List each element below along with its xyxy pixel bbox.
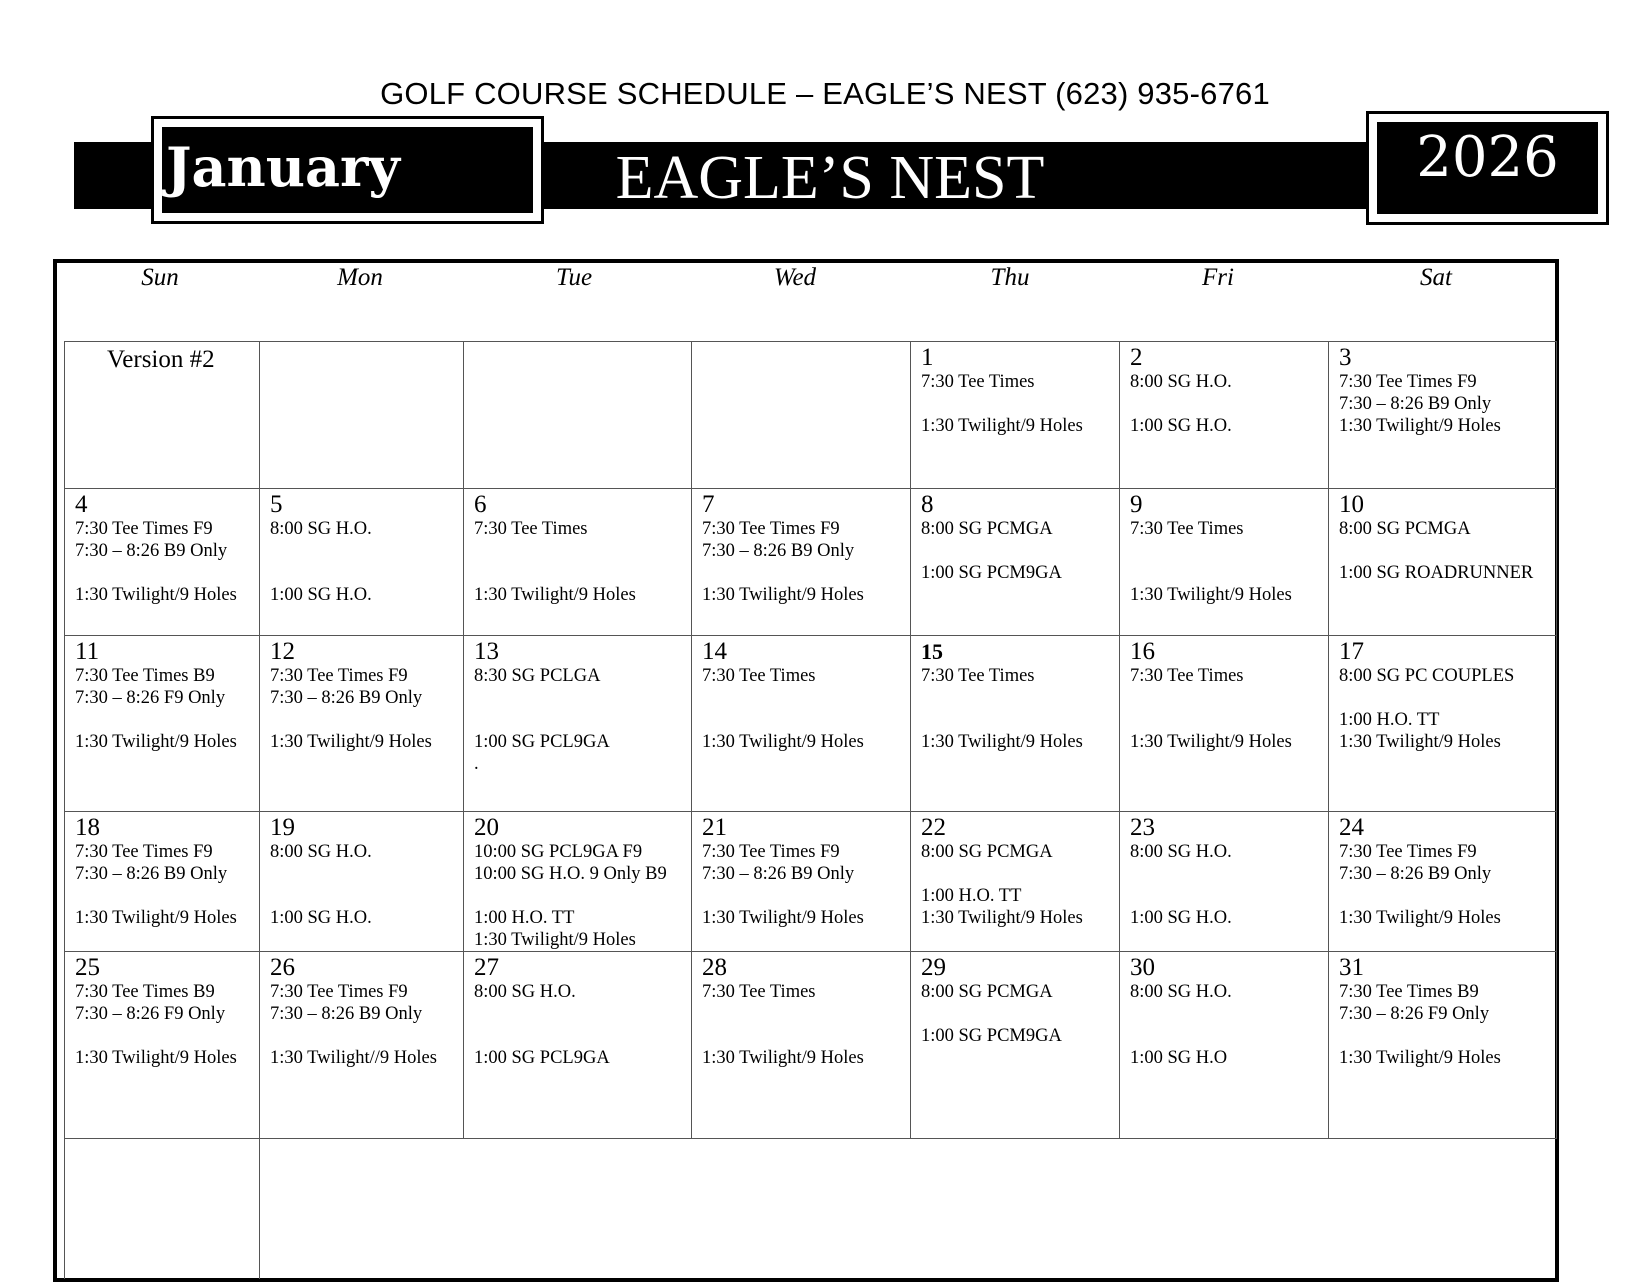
day-number: 3 [1339,344,1352,371]
event-line [1339,1025,1556,1047]
month-label: January [162,127,533,213]
calendar-empty-row [65,1139,1557,1279]
event-line: 7:30 Tee Times B9 [1339,982,1479,1002]
event-line: 1:00 SG PCL9GA [474,732,610,752]
calendar-day-cell [692,489,911,636]
event-line: . [474,754,479,774]
event-line [702,885,910,907]
event-line [270,1025,463,1047]
event-line: 7:30 – 8:26 B9 Only [270,688,423,708]
day-number: 23 [1130,814,1155,841]
calendar-week-row [65,812,1557,952]
event-line [702,687,910,709]
event-line: 8:00 SG PCMGA [1339,519,1471,539]
event-line [1130,863,1328,885]
banner-title: EAGLE’S NEST [615,144,1045,212]
event-line: 8:30 SG PCLGA [474,666,601,686]
event-line: 7:30 – 8:26 B9 Only [270,1004,423,1024]
calendar-grid [64,341,1557,1279]
weekday-thu: Thu [990,264,1030,291]
event-line: 1:30 Twilight/9 Holes [1339,1048,1501,1068]
calendar-week-row [65,342,1557,489]
event-line: 7:30 – 8:26 B9 Only [75,864,228,884]
event-line: 7:30 Tee Times [702,982,816,1002]
event-line [270,540,463,562]
event-line: 1:30 Twilight/9 Holes [702,908,864,928]
day-number: 9 [1130,491,1143,518]
event-line: 10:00 SG H.O. 9 Only B9 [474,864,667,884]
calendar-day-cell [260,952,464,1139]
calendar-day-cell [911,636,1120,812]
event-line: 1:30 Twilight/9 Holes [1339,732,1501,752]
weekday-sun: Sun [141,264,179,291]
event-line: 7:30 – 8:26 B9 Only [702,541,855,561]
weekday-sat: Sat [1420,264,1452,291]
event-line [270,562,463,584]
version-label: Version #2 [107,346,215,373]
calendar-week-row [65,489,1557,636]
event-line: 7:30 – 8:26 F9 Only [75,688,226,708]
day-number: 10 [1339,491,1364,518]
event-line: 1:00 H.O. TT [474,908,575,928]
calendar-day-cell [692,812,911,952]
event-line: 7:30 Tee Times B9 [75,982,215,1002]
day-number: 6 [474,491,487,518]
event-line: 7:30 Tee Times B9 [75,666,215,686]
day-number: 26 [270,954,295,981]
event-line [921,863,1119,885]
event-line [1130,393,1328,415]
event-line [1130,885,1328,907]
calendar-day-cell [464,342,692,489]
event-line: 1:30 Twilight/9 Holes [921,416,1083,436]
event-line: 7:30 – 8:26 F9 Only [1339,1004,1490,1024]
day-number: 1 [921,344,934,371]
event-line [1130,709,1328,731]
event-line: 1:30 Twilight/9 Holes [702,1048,864,1068]
event-line [474,1025,691,1047]
calendar-day-cell [260,489,464,636]
event-line [75,1025,259,1047]
event-line: 7:30 Tee Times [921,666,1035,686]
day-number: 11 [75,638,100,665]
event-line: 8:00 SG H.O. [1130,372,1232,392]
day-number: 16 [1130,638,1155,665]
event-line: 7:30 Tee Times [1130,666,1244,686]
calendar-day-cell [65,952,260,1139]
event-line [474,687,691,709]
event-line: 1:00 SG PCM9GA [921,1026,1062,1046]
event-line [75,562,259,584]
weekday-wed: Wed [773,264,817,291]
calendar-day-cell [1120,952,1329,1139]
event-line: 1:30 Twilight/9 Holes [921,908,1083,928]
event-line [270,885,463,907]
event-line [1130,562,1328,584]
event-line: 8:00 SG H.O. [1130,982,1232,1002]
event-line: 7:30 – 8:26 B9 Only [1339,864,1492,884]
weekday-tue: Tue [555,264,593,291]
weekday-mon: Mon [337,264,383,291]
calendar-day-cell [1329,342,1557,489]
event-line: 1:30 Twilight/9 Holes [1130,585,1292,605]
day-number: 13 [474,638,499,665]
day-number: 17 [1339,638,1364,665]
event-line: 7:30 Tee Times F9 [702,519,840,539]
month-box [151,116,544,224]
calendar-day-cell [260,636,464,812]
event-line [921,687,1119,709]
event-line: 7:30 Tee Times F9 [1339,842,1477,862]
event-line: 7:30 – 8:26 B9 Only [1339,394,1492,414]
event-line [702,562,910,584]
event-line [1130,1003,1328,1025]
calendar-day-cell [1329,489,1557,636]
event-line: 1:00 SG H.O [1130,1048,1228,1068]
event-line: 8:00 SG H.O. [474,982,576,1002]
event-line: 7:30 Tee Times F9 [75,519,213,539]
event-line [1130,540,1328,562]
event-line: 1:30 Twilight/9 Holes [474,930,636,950]
event-line: 1:00 H.O. TT [921,886,1022,906]
calendar-day-cell [65,342,260,489]
schedule-subtitle: GOLF COURSE SCHEDULE – EAGLE’S NEST (623) 935-6761 [380,76,1270,111]
event-line [474,709,691,731]
event-line: 1:00 SG H.O. [270,585,372,605]
calendar-day-cell [1120,342,1329,489]
event-line [921,1003,1119,1025]
event-line: 1:30 Twilight/9 Holes [921,732,1083,752]
calendar-day-cell [65,489,260,636]
year-label: 2026 [1377,122,1598,214]
day-number: 8 [921,491,934,518]
day-number: 2 [1130,344,1143,371]
day-number: 19 [270,814,295,841]
day-number: 28 [702,954,727,981]
weekday-fri: Fri [1202,264,1234,291]
year-box [1366,111,1609,225]
event-line: 7:30 Tee Times F9 [75,842,213,862]
day-number: 24 [1339,814,1364,841]
day-number: 21 [702,814,727,841]
event-line: 1:00 SG H.O. [1130,908,1232,928]
calendar-day-cell [260,342,464,489]
day-number: 12 [270,638,295,665]
event-line [474,562,691,584]
event-line: 7:30 Tee Times F9 [270,666,408,686]
calendar-day-cell [1329,952,1557,1139]
event-line: 1:30 Twilight/9 Holes [75,732,237,752]
event-line [270,863,463,885]
day-number: 14 [702,638,727,665]
event-line: 1:00 SG H.O. [1130,416,1232,436]
event-line: 7:30 – 8:26 B9 Only [75,541,228,561]
day-number: 22 [921,814,946,841]
calendar-day-cell [1120,489,1329,636]
event-line [75,885,259,907]
event-line: 10:00 SG PCL9GA F9 [474,842,643,862]
event-line: 7:30 Tee Times F9 [702,842,840,862]
event-line: 8:00 SG PC COUPLES [1339,666,1515,686]
event-line [1339,540,1556,562]
calendar-day-cell [1120,636,1329,812]
event-line [702,1003,910,1025]
event-line [1130,1025,1328,1047]
calendar-day-cell [464,952,692,1139]
calendar-day-cell [1329,812,1557,952]
calendar-day-cell [692,342,911,489]
calendar-day-cell [464,489,692,636]
day-number: 5 [270,491,283,518]
event-line [75,709,259,731]
event-line: 7:30 Tee Times [474,519,588,539]
event-line: 7:30 – 8:26 B9 Only [702,864,855,884]
event-line: 1:30 Twilight/9 Holes [75,908,237,928]
event-line [474,1003,691,1025]
event-line: 1:00 SG PCL9GA [474,1048,610,1068]
event-line: 8:00 SG H.O. [270,519,372,539]
calendar-day-cell [464,812,692,952]
event-line: 7:30 Tee Times F9 [270,982,408,1002]
calendar-day-cell [1120,812,1329,952]
day-number: 20 [474,814,499,841]
event-line: 1:30 Twilight/9 Holes [75,1048,237,1068]
event-line: 8:00 SG H.O. [270,842,372,862]
calendar-day-cell [911,952,1120,1139]
event-line [921,709,1119,731]
event-line [1339,885,1556,907]
empty-cell [65,1139,260,1279]
event-line: 8:00 SG PCMGA [921,842,1053,862]
calendar-day-cell [911,342,1120,489]
event-line: 1:30 Twilight/9 Holes [1339,416,1501,436]
event-line: 7:30 Tee Times [702,666,816,686]
day-number: 25 [75,954,100,981]
calendar-day-cell [911,489,1120,636]
event-line [270,709,463,731]
event-line [921,540,1119,562]
empty-cell [260,1139,1557,1279]
event-line: 8:00 SG PCMGA [921,982,1053,1002]
event-line [1339,687,1556,709]
calendar-day-cell [464,636,692,812]
event-line: 8:00 SG PCMGA [921,519,1053,539]
event-line: 7:30 – 8:26 F9 Only [75,1004,226,1024]
event-line: 7:30 Tee Times [921,372,1035,392]
event-line: 1:30 Twilight/9 Holes [1339,908,1501,928]
day-number: 31 [1339,954,1364,981]
calendar-week-row [65,952,1557,1139]
event-line: 1:30 Twilight/9 Holes [75,585,237,605]
event-line [474,540,691,562]
event-line: 1:00 H.O. TT [1339,710,1440,730]
event-line: 7:30 Tee Times [1130,519,1244,539]
event-line [474,885,691,907]
event-line: 1:30 Twilight/9 Holes [270,732,432,752]
calendar-week-row [65,636,1557,812]
event-line [702,709,910,731]
event-line: 7:30 Tee Times F9 [1339,372,1477,392]
event-line: 1:00 SG ROADRUNNER [1339,563,1534,583]
event-line [1130,687,1328,709]
event-line: 1:30 Twilight//9 Holes [270,1048,437,1068]
day-number: 4 [75,491,88,518]
event-line: 1:00 SG H.O. [270,908,372,928]
day-number: 18 [75,814,100,841]
event-line: 1:30 Twilight/9 Holes [702,585,864,605]
event-line: 1:00 SG PCM9GA [921,563,1062,583]
event-line: 8:00 SG H.O. [1130,842,1232,862]
day-number: 30 [1130,954,1155,981]
day-number: 29 [921,954,946,981]
calendar-day-cell [260,812,464,952]
event-line [702,1025,910,1047]
event-line [921,393,1119,415]
calendar-day-cell [692,952,911,1139]
event-line: 1:30 Twilight/9 Holes [474,585,636,605]
calendar-day-cell [1329,636,1557,812]
day-number: 27 [474,954,499,981]
calendar-day-cell [692,636,911,812]
calendar-day-cell [911,812,1120,952]
event-line: 1:30 Twilight/9 Holes [1130,732,1292,752]
day-number: 7 [702,491,715,518]
day-number: 15 [921,639,943,664]
event-line: 1:30 Twilight/9 Holes [702,732,864,752]
calendar-day-cell [65,636,260,812]
calendar-day-cell [65,812,260,952]
